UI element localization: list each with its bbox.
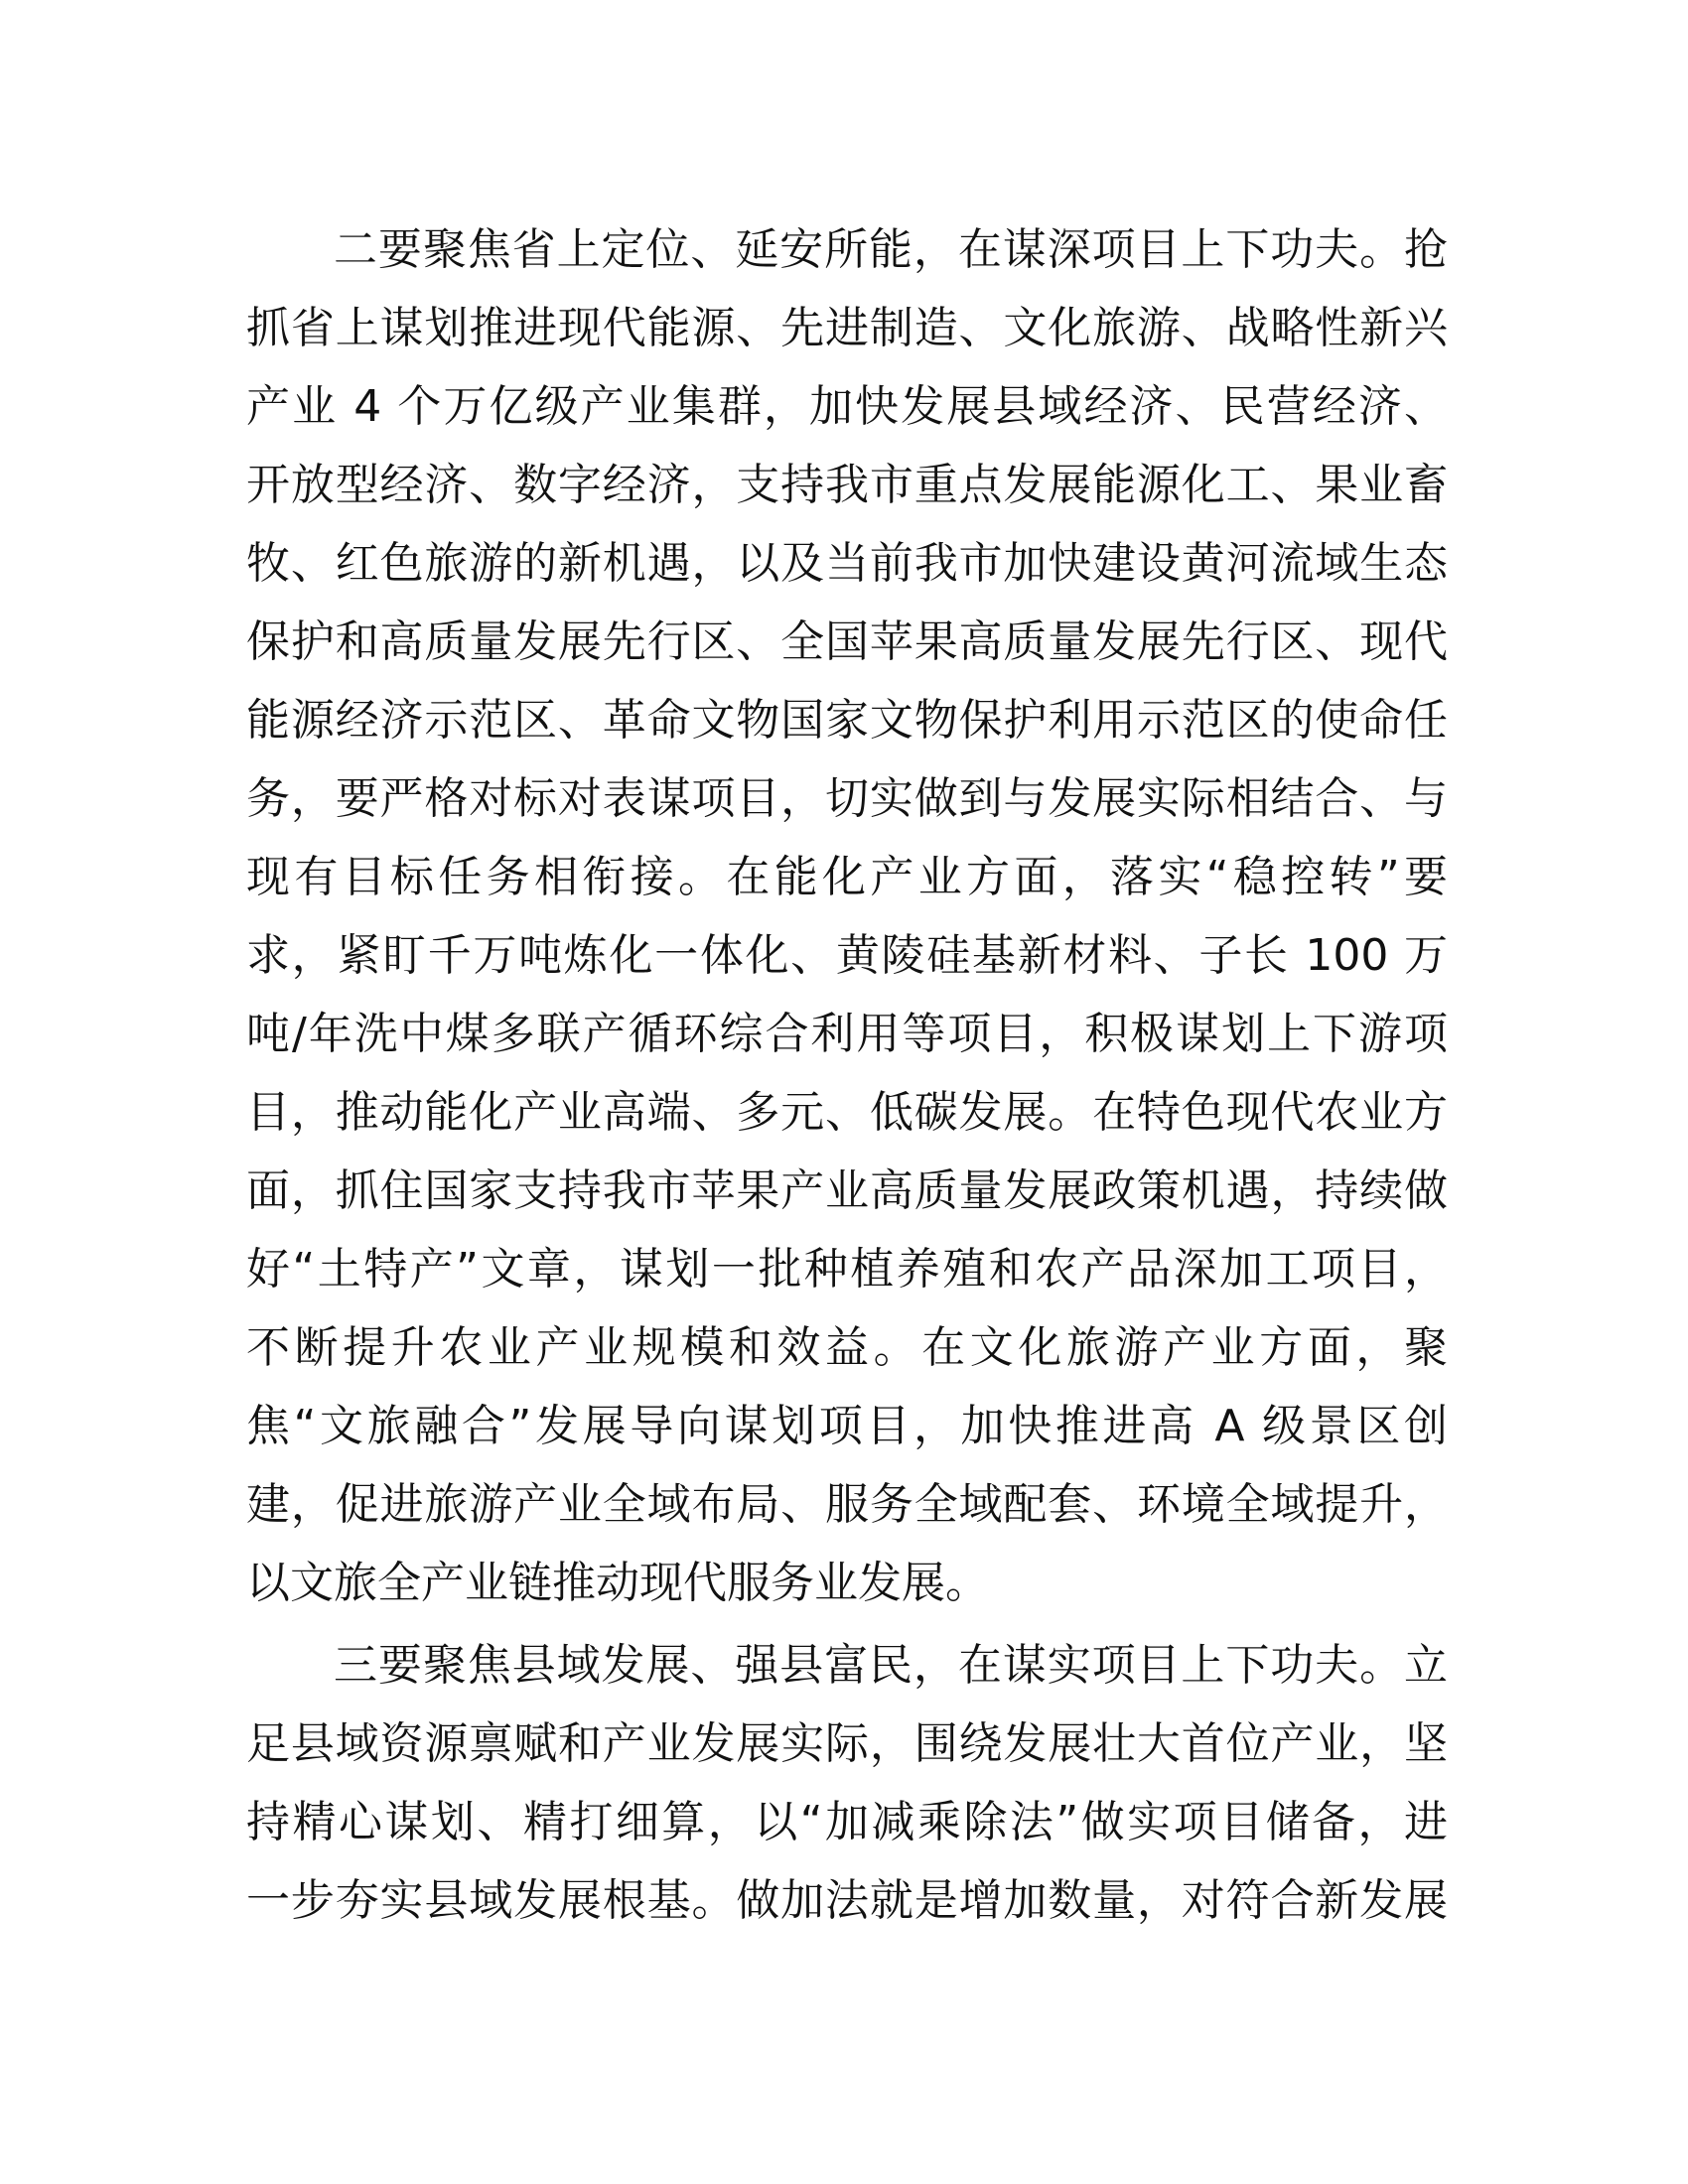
- text-line: 持精心谋划、精打细算，以“加减乘除法”做实项目储备，进: [246, 1797, 1448, 1847]
- text-line: 建，促进旅游产业全域布局、服务全域配套、环境全域提升，: [246, 1479, 1448, 1530]
- paragraph-2: [246, 210, 1448, 1622]
- text-line: 吨/年洗中煤多联产循环综合利用等项目，积极谋划上下游项: [246, 1009, 1448, 1059]
- text-line: 足县域资源禀赋和产业发展实际，围绕发展壮大首位产业，坚: [246, 1718, 1448, 1769]
- text-line: 好“土特产”文章，谋划一批种植养殖和农产品深加工项目，: [246, 1244, 1448, 1295]
- text-line: 求，紧盯千万吨炼化一体化、黄陵硅基新材料、子长 100 万: [246, 930, 1448, 981]
- text-line: 一步夯实县域发展根基。做加法就是增加数量，对符合新发展: [246, 1875, 1448, 1926]
- text-line: 现有目标任务相衔接。在能化产业方面，落实“稳控转”要: [246, 852, 1448, 902]
- text-line: 保护和高质量发展先行区、全国苹果高质量发展先行区、现代: [246, 616, 1448, 667]
- text-line: 二要聚焦省上定位、延安所能，在谋深项目上下功夫。抢: [334, 224, 1448, 275]
- text-line: 牧、红色旅游的新机遇，以及当前我市加快建设黄河流域生态: [246, 538, 1448, 589]
- text-line: 能源经济示范区、革命文物国家文物保护利用示范区的使命任: [246, 695, 1448, 746]
- text-line: 三要聚焦县域发展、强县富民，在谋实项目上下功夫。立: [334, 1640, 1448, 1691]
- text-line: 以文旅全产业链推动现代服务业发展。: [246, 1558, 989, 1608]
- text-line: 焦“文旅融合”发展导向谋划项目，加快推进高 A 级景区创: [246, 1401, 1448, 1451]
- text-line: 面，抓住国家支持我市苹果产业高质量发展政策机遇，持续做: [246, 1165, 1448, 1216]
- text-line: 产业 4 个万亿级产业集群，加快发展县域经济、民营经济、: [246, 381, 1448, 432]
- text-line: 不断提升农业产业规模和效益。在文化旅游产业方面，聚: [246, 1322, 1448, 1373]
- text-line: 开放型经济、数字经济，支持我市重点发展能源化工、果业畜: [246, 460, 1448, 510]
- text-line: 务，要严格对标对表谋项目，切实做到与发展实际相结合、与: [246, 773, 1448, 824]
- body-text: [246, 210, 1448, 1940]
- text-line: 抓省上谋划推进现代能源、先进制造、文化旅游、战略性新兴: [246, 303, 1448, 353]
- text-line: 目，推动能化产业高端、多元、低碳发展。在特色现代农业方: [246, 1087, 1448, 1138]
- paragraph-3: [246, 1626, 1448, 1940]
